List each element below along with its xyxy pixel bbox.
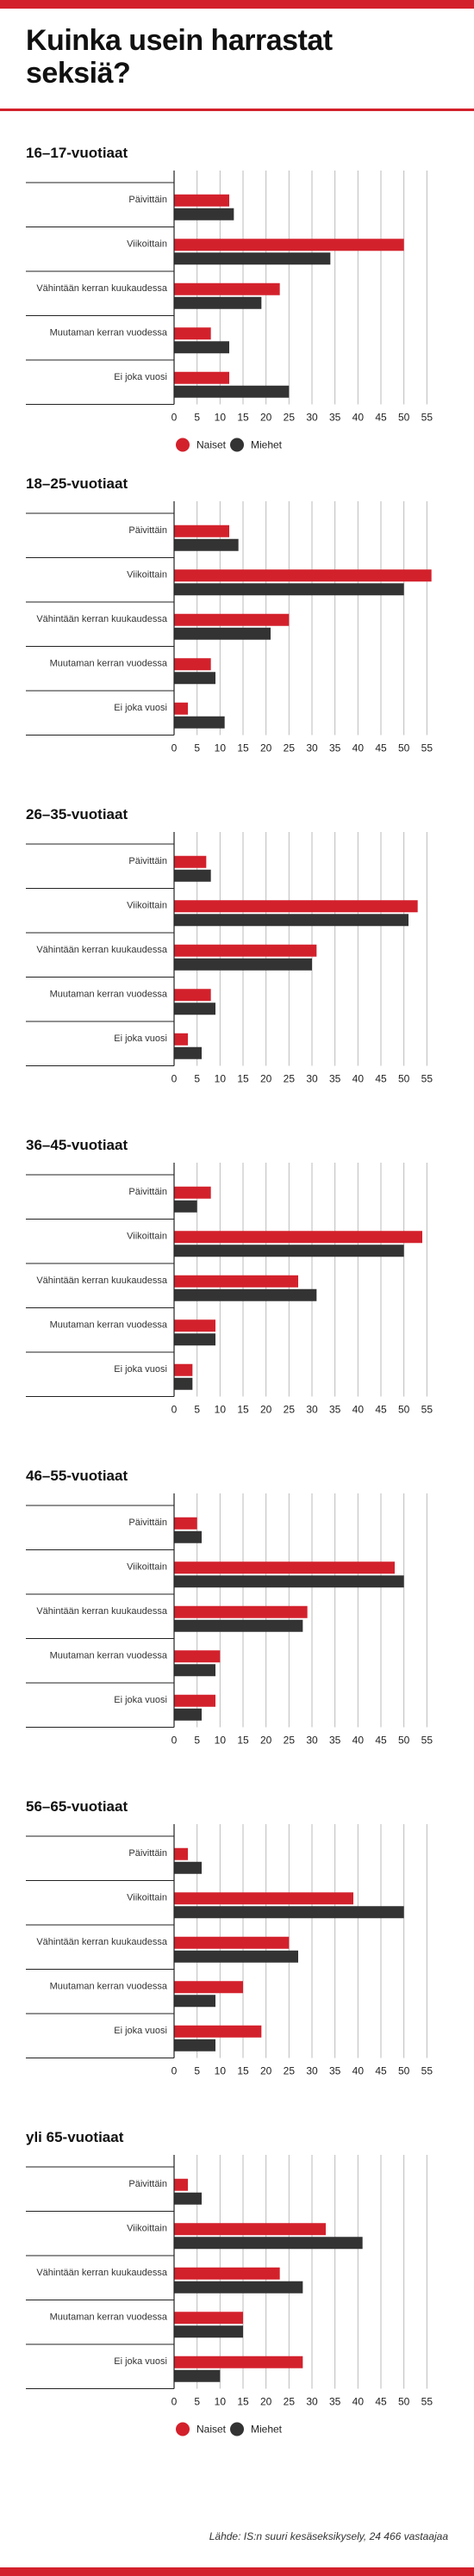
bar-miehet (174, 583, 404, 595)
bar-naiset (174, 1231, 422, 1243)
bar-naiset (174, 525, 229, 537)
chart-section-56-65 (0, 1798, 474, 2129)
bar-naiset (174, 1034, 188, 1046)
category-label: Viikoittain (127, 239, 167, 250)
bar-chart-65-plus (0, 2155, 474, 2456)
category-label: Ei joka vuosi (114, 1033, 167, 1044)
bar-miehet (174, 1709, 202, 1721)
tick-label: 50 (397, 411, 410, 424)
tick-label: 30 (306, 1403, 318, 1416)
tick-label: 10 (214, 2064, 227, 2077)
tick-label: 55 (421, 2395, 433, 2408)
tick-label: 55 (421, 1734, 433, 1747)
tick-label: 5 (194, 742, 201, 754)
tick-label: 50 (397, 2395, 410, 2408)
tick-label: 45 (375, 1072, 387, 1085)
tick-label: 0 (171, 1403, 178, 1416)
source-note: Lähde: IS:n suuri kesäseksikysely, 24 466 vastaajaa (209, 2530, 448, 2542)
bar-naiset (174, 989, 211, 1001)
category-label: Viikoittain (127, 1231, 167, 1242)
tick-label: 40 (352, 1734, 365, 1747)
bar-miehet (174, 1862, 202, 1874)
bar-naiset (174, 2223, 326, 2235)
tick-label: 25 (283, 1072, 296, 1085)
category-label: Päivittäin (128, 194, 167, 205)
bar-naiset (174, 1695, 215, 1707)
tick-label: 25 (283, 2064, 296, 2077)
tick-label: 45 (375, 2064, 387, 2077)
category-label: Viikoittain (127, 1561, 167, 1573)
legend-label: Miehet (251, 2423, 283, 2436)
category-label: Muutaman kerran vuodessa (49, 327, 167, 338)
category-label: Viikoittain (127, 1892, 167, 1903)
bar-chart-46-55 (0, 1493, 474, 1795)
bar-naiset (174, 2026, 261, 2038)
category-label: Muutaman kerran vuodessa (49, 989, 167, 1000)
category-label: Ei joka vuosi (114, 2356, 167, 2367)
tick-label: 50 (397, 2064, 410, 2077)
bar-miehet (174, 252, 330, 264)
bar-naiset (174, 658, 211, 670)
tick-label: 30 (306, 1072, 318, 1085)
bar-miehet (174, 1378, 192, 1390)
bar-miehet (174, 1951, 298, 1963)
tick-label: 20 (259, 2064, 272, 2077)
tick-label: 20 (259, 1403, 272, 1416)
bar-miehet (174, 1289, 316, 1301)
bar-naiset (174, 2312, 243, 2324)
bar-miehet (174, 1531, 202, 1543)
chart-section-18-25 (0, 475, 474, 806)
tick-label: 15 (237, 411, 249, 424)
tick-label: 50 (397, 742, 410, 754)
bar-naiset (174, 2268, 280, 2280)
bar-naiset (174, 1561, 395, 1574)
tick-label: 15 (237, 2395, 249, 2408)
bar-miehet (174, 2039, 215, 2051)
bar-naiset (174, 1848, 188, 1860)
tick-label: 55 (421, 1403, 433, 1416)
bar-miehet (174, 717, 225, 729)
section-title: 18–25-vuotiaat (26, 475, 128, 492)
tick-label: 5 (194, 411, 201, 424)
tick-label: 35 (328, 1072, 341, 1085)
tick-label: 35 (328, 1734, 341, 1747)
bar-naiset (174, 2356, 302, 2368)
tick-label: 10 (214, 742, 227, 754)
tick-label: 10 (214, 1072, 227, 1085)
tick-label: 25 (283, 411, 296, 424)
section-title: 56–65-vuotiaat (26, 1798, 128, 1815)
page-title: Kuinka usein harrastat seksiä? (26, 24, 333, 90)
bar-naiset (174, 1187, 211, 1199)
bar-naiset (174, 1319, 215, 1331)
bar-miehet (174, 1664, 215, 1676)
tick-label: 35 (328, 742, 341, 754)
bar-naiset (174, 1518, 197, 1530)
section-title: yli 65-vuotiaat (26, 2129, 124, 2145)
tick-label: 25 (283, 2395, 296, 2408)
category-label: Muutaman kerran vuodessa (49, 1981, 167, 1992)
chart-section-16-17 (0, 145, 474, 475)
legend-label: Naiset (196, 438, 227, 451)
category-label: Ei joka vuosi (114, 1694, 167, 1705)
tick-label: 20 (259, 742, 272, 754)
tick-label: 55 (421, 1072, 433, 1085)
legend-swatch-naiset (176, 438, 190, 452)
bar-miehet (174, 2237, 363, 2249)
category-label: Viikoittain (127, 900, 167, 911)
tick-label: 25 (283, 1734, 296, 1747)
tick-label: 10 (214, 2395, 227, 2408)
tick-label: 35 (328, 1403, 341, 1416)
bar-naiset (174, 614, 289, 626)
bar-miehet (174, 1201, 197, 1213)
section-title: 36–45-vuotiaat (26, 1137, 128, 1153)
tick-label: 10 (214, 1403, 227, 1416)
category-label: Vähintään kerran kuukaudessa (36, 1605, 167, 1617)
tick-label: 45 (375, 1734, 387, 1747)
bar-naiset (174, 239, 404, 251)
bar-naiset (174, 1650, 220, 1662)
tick-label: 10 (214, 1734, 227, 1747)
tick-label: 55 (421, 742, 433, 754)
tick-label: 50 (397, 1403, 410, 1416)
bar-naiset (174, 703, 188, 715)
category-label: Viikoittain (127, 2223, 167, 2234)
tick-label: 5 (194, 1734, 201, 1747)
bar-chart-26-35 (0, 832, 474, 1133)
bar-naiset (174, 1937, 289, 1949)
tick-label: 15 (237, 1734, 249, 1747)
category-label: Ei joka vuosi (114, 1363, 167, 1375)
top-accent-bar (0, 0, 474, 9)
tick-label: 0 (171, 1072, 178, 1085)
category-label: Vähintään kerran kuukaudessa (36, 282, 167, 294)
bar-miehet (174, 1002, 215, 1015)
tick-label: 40 (352, 2064, 365, 2077)
tick-label: 30 (306, 1734, 318, 1747)
tick-label: 20 (259, 1734, 272, 1747)
tick-label: 35 (328, 411, 341, 424)
category-label: Ei joka vuosi (114, 702, 167, 713)
bar-chart-18-25 (0, 501, 474, 803)
bar-naiset (174, 372, 229, 384)
bar-miehet (174, 1047, 202, 1059)
tick-label: 30 (306, 2064, 318, 2077)
bar-miehet (174, 297, 261, 309)
tick-label: 50 (397, 1072, 410, 1085)
category-label: Vähintään kerran kuukaudessa (36, 613, 167, 624)
bar-chart-36-45 (0, 1163, 474, 1464)
category-label: Päivittäin (128, 1847, 167, 1859)
chart-section-65-plus (0, 2129, 474, 2460)
category-label: Päivittäin (128, 525, 167, 536)
bar-miehet (174, 1245, 404, 1257)
chart-section-26-35 (0, 806, 474, 1137)
tick-label: 25 (283, 742, 296, 754)
bottom-accent-bar (0, 2567, 474, 2576)
bar-miehet (174, 1995, 215, 2007)
category-label: Päivittäin (128, 2178, 167, 2189)
bar-naiset (174, 283, 280, 295)
tick-label: 0 (171, 2064, 178, 2077)
legend-swatch-naiset (176, 2423, 190, 2436)
tick-label: 0 (171, 411, 178, 424)
bar-miehet (174, 539, 239, 551)
tick-label: 5 (194, 2064, 201, 2077)
bar-naiset (174, 1276, 298, 1288)
category-label: Päivittäin (128, 1186, 167, 1197)
tick-label: 15 (237, 742, 249, 754)
category-label: Muutaman kerran vuodessa (49, 1650, 167, 1661)
bar-naiset (174, 1606, 308, 1618)
legend-swatch-miehet (230, 438, 244, 452)
bar-miehet (174, 959, 312, 971)
tick-label: 30 (306, 411, 318, 424)
category-label: Muutaman kerran vuodessa (49, 658, 167, 669)
legend-label: Miehet (251, 438, 283, 451)
title-divider (0, 109, 474, 111)
tick-label: 25 (283, 1403, 296, 1416)
tick-label: 45 (375, 742, 387, 754)
tick-label: 0 (171, 2395, 178, 2408)
bar-naiset (174, 1981, 243, 1993)
tick-label: 30 (306, 742, 318, 754)
bar-naiset (174, 900, 418, 912)
bar-naiset (174, 195, 229, 207)
bar-miehet (174, 1620, 302, 1632)
tick-label: 45 (375, 411, 387, 424)
bar-miehet (174, 341, 229, 353)
section-title: 16–17-vuotiaat (26, 145, 128, 161)
bar-naiset (174, 327, 211, 339)
bar-miehet (174, 2281, 302, 2294)
tick-label: 0 (171, 742, 178, 754)
bar-chart-16-17 (0, 171, 474, 472)
tick-label: 40 (352, 411, 365, 424)
tick-label: 35 (328, 2064, 341, 2077)
tick-label: 30 (306, 2395, 318, 2408)
tick-label: 45 (375, 2395, 387, 2408)
tick-label: 55 (421, 411, 433, 424)
bar-miehet (174, 2325, 243, 2337)
category-label: Viikoittain (127, 569, 167, 580)
tick-label: 20 (259, 1072, 272, 1085)
tick-label: 5 (194, 1403, 201, 1416)
category-label: Vähintään kerran kuukaudessa (36, 944, 167, 955)
tick-label: 15 (237, 2064, 249, 2077)
tick-label: 55 (421, 2064, 433, 2077)
chart-section-46-55 (0, 1468, 474, 1798)
section-title: 26–35-vuotiaat (26, 806, 128, 822)
tick-label: 15 (237, 1072, 249, 1085)
legend-swatch-miehet (230, 2423, 244, 2436)
tick-label: 5 (194, 1072, 201, 1085)
category-label: Vähintään kerran kuukaudessa (36, 1936, 167, 1947)
tick-label: 50 (397, 1734, 410, 1747)
bar-miehet (174, 2193, 202, 2205)
bar-miehet (174, 386, 289, 398)
category-label: Ei joka vuosi (114, 371, 167, 382)
bar-chart-56-65 (0, 1824, 474, 2126)
tick-label: 40 (352, 2395, 365, 2408)
tick-label: 40 (352, 1403, 365, 1416)
tick-label: 5 (194, 2395, 201, 2408)
tick-label: 40 (352, 1072, 365, 1085)
bar-naiset (174, 2179, 188, 2191)
bar-naiset (174, 856, 206, 868)
bar-miehet (174, 1906, 404, 1918)
tick-label: 20 (259, 411, 272, 424)
category-label: Ei joka vuosi (114, 2025, 167, 2036)
bar-miehet (174, 870, 211, 882)
bar-miehet (174, 1333, 215, 1345)
category-label: Päivittäin (128, 1517, 167, 1528)
tick-label: 35 (328, 2395, 341, 2408)
bar-miehet (174, 672, 215, 684)
bar-miehet (174, 914, 409, 926)
bar-naiset (174, 569, 432, 581)
category-label: Muutaman kerran vuodessa (49, 2312, 167, 2323)
bar-miehet (174, 208, 234, 220)
chart-section-36-45 (0, 1137, 474, 1468)
category-label: Muutaman kerran vuodessa (49, 1319, 167, 1331)
bar-naiset (174, 1892, 353, 1904)
tick-label: 20 (259, 2395, 272, 2408)
bar-miehet (174, 2370, 220, 2382)
bar-miehet (174, 1575, 404, 1587)
category-label: Vähintään kerran kuukaudessa (36, 2267, 167, 2278)
tick-label: 45 (375, 1403, 387, 1416)
tick-label: 15 (237, 1403, 249, 1416)
category-label: Päivittäin (128, 855, 167, 866)
tick-label: 0 (171, 1734, 178, 1747)
bar-miehet (174, 628, 271, 640)
tick-label: 10 (214, 411, 227, 424)
legend-label: Naiset (196, 2423, 227, 2436)
tick-label: 40 (352, 742, 365, 754)
bar-naiset (174, 945, 316, 957)
bar-naiset (174, 1364, 192, 1376)
category-label: Vähintään kerran kuukaudessa (36, 1275, 167, 1286)
section-title: 46–55-vuotiaat (26, 1468, 128, 1484)
